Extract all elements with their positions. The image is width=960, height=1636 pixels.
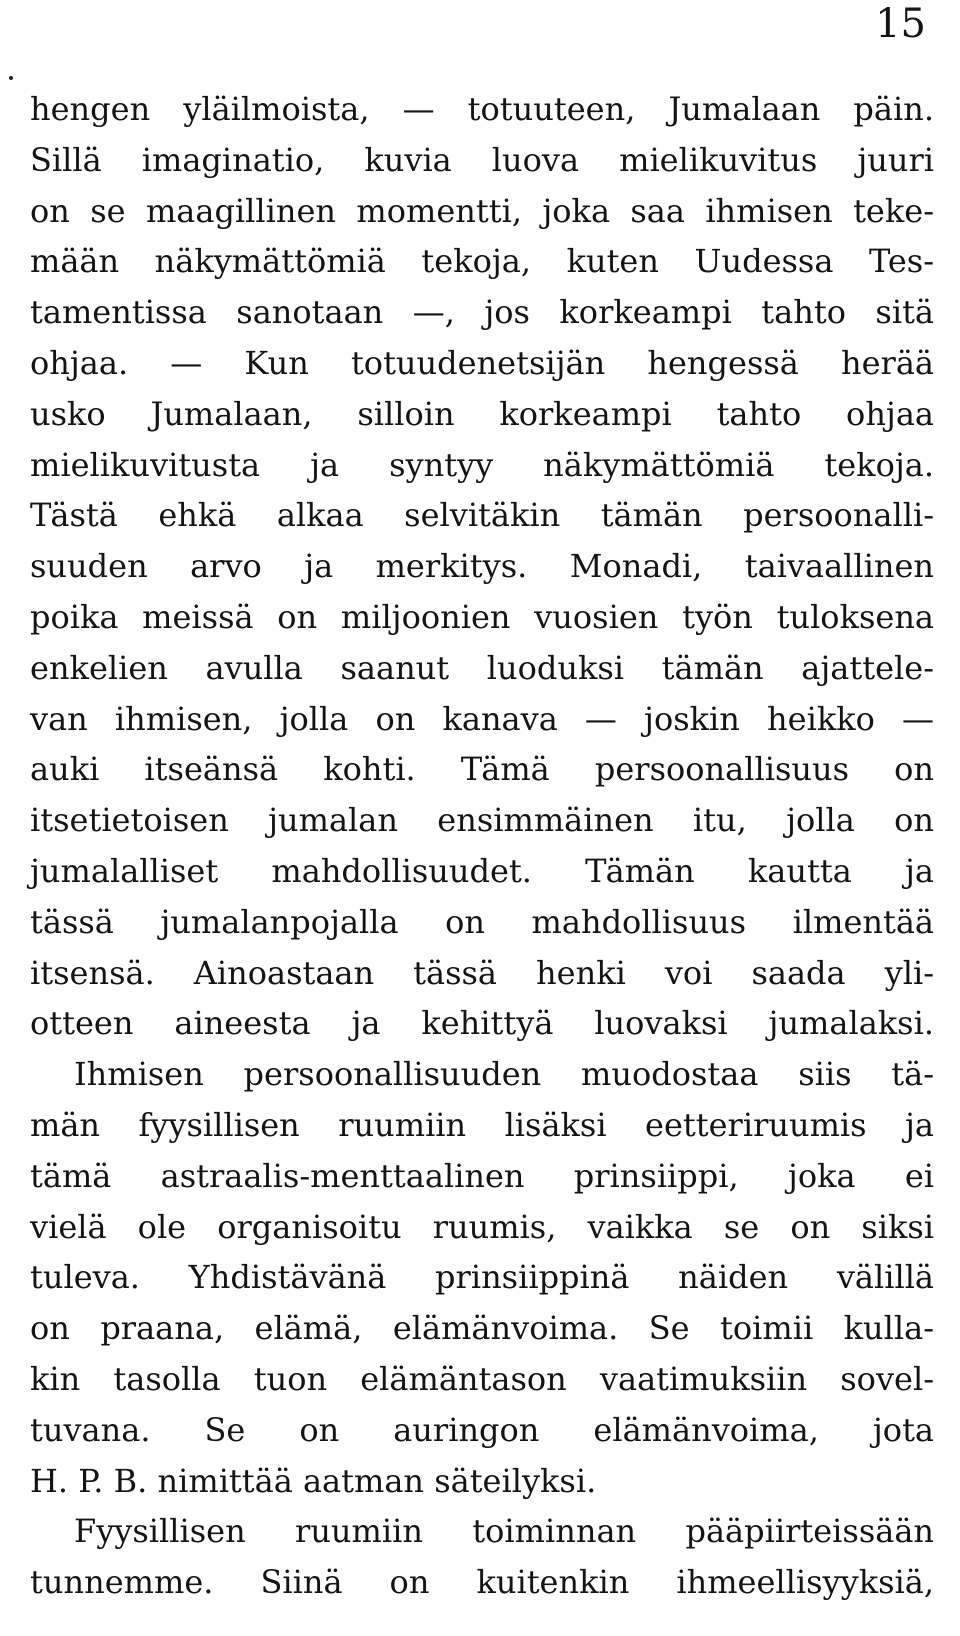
text-line: H. P. B. nimittää aatman säteilyksi. [30,1461,597,1500]
text-line: tamentissa sanotaan —, jos korkeampi tahto sitä [30,293,934,332]
text-line: Fyysillisen ruumiin toiminnan pääpiirteissään [74,1512,934,1551]
text-line: usko Jumalaan, silloin korkeampi tahto ohjaa [30,394,934,433]
text-line: enkelien avulla saanut luoduksi tämän ajattele- [30,648,934,687]
text-line: mielikuvitusta ja syntyy näkymättömiä tekoja. [30,445,934,484]
text-line: mään näkymättömiä tekoja, kuten Uudessa Tes- [30,242,934,281]
text-line: on se maagillinen momentti, joka saa ihmisen teke- [30,191,934,230]
body-text [30,84,934,1608]
text-line: tässä jumalanpojalla on mahdollisuus ilmentää [30,902,934,941]
text-line: auki itseänsä kohti. Tämä persoonallisuus on [30,750,934,789]
text-line: män fyysillisen ruumiin lisäksi eetteriruumis ja [30,1105,934,1144]
text-line: tunnemme. Siinä on kuitenkin ihmeellisyyksiä, [30,1563,934,1602]
text-line: poika meissä on miljoonien vuosien työn tuloksena [30,597,934,636]
print-speck [9,76,13,80]
text-line: itsetietoisen jumalan ensimmäinen itu, jolla on [30,801,934,840]
text-line: tämä astraalis-menttaalinen prinsiippi, joka ei [30,1156,934,1195]
text-line: tuvana. Se on auringon elämänvoima, jota [30,1410,934,1449]
text-line: vielä ole organisoitu ruumis, vaikka se on siksi [30,1207,934,1246]
text-line: van ihmisen, jolla on kanava — joskin heikko — [30,699,934,738]
text-line: suuden arvo ja merkitys. Monadi, taivaallinen [30,547,934,586]
text-line: kin tasolla tuon elämäntason vaatimuksiin sovel- [30,1359,934,1398]
text-line: jumalalliset mahdollisuudet. Tämän kautta ja [30,851,934,890]
text-line: on praana, elämä, elämänvoima. Se toimii kulla- [30,1309,934,1348]
text-line: otteen aineesta ja kehittyä luovaksi jumalaksi. [30,1004,934,1043]
text-line: Sillä imaginatio, kuvia luova mielikuvitus juuri [30,140,934,179]
text-line: Ihmisen persoonallisuuden muodostaa siis tä- [74,1055,934,1094]
text-line: ohjaa. — Kun totuudenetsijän hengessä herää [30,343,934,382]
text-line: itsensä. Ainoastaan tässä henki voi saada yli- [30,953,934,992]
text-line: tuleva. Yhdistävänä prinsiippinä näiden välillä [30,1258,934,1297]
page-number: 15 [875,1,926,47]
text-line: hengen yläilmoista, — totuuteen, Jumalaan päin. [30,90,934,128]
text-line: Tästä ehkä alkaa selvitäkin tämän persoonalli- [30,496,934,535]
